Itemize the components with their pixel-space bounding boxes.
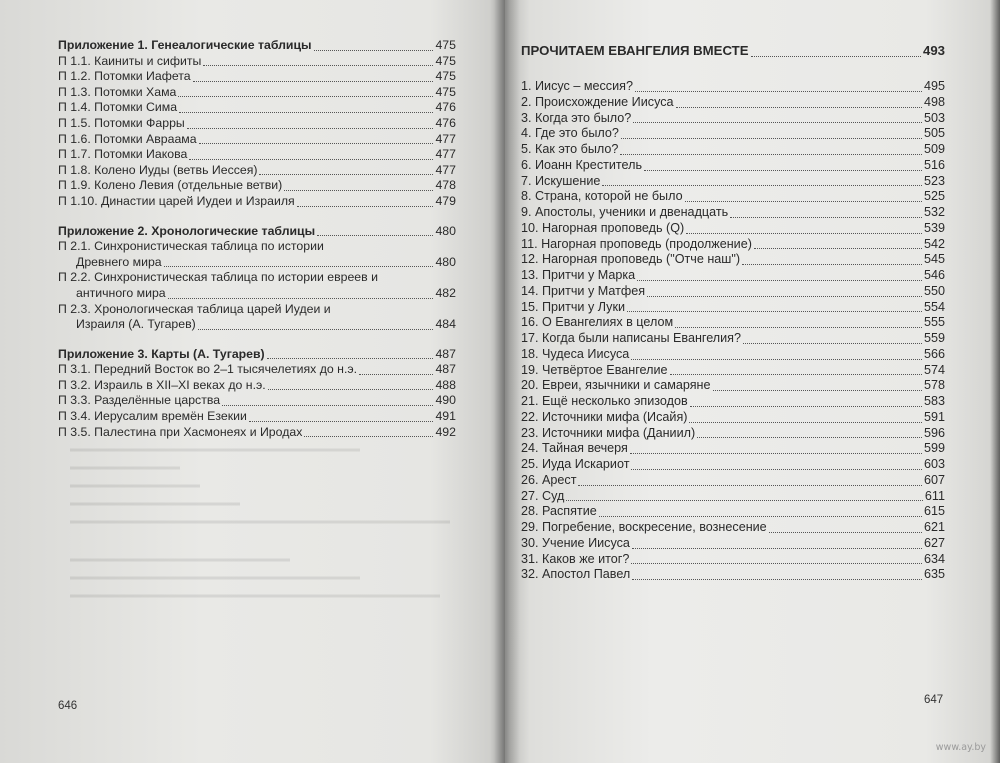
toc-entry: 12. Нагорная проповедь ("Отче наш") 545 — [521, 252, 945, 267]
toc-entry: П 2.3. Хронологическая таблица царей Иудеи и Израиля (А. Тугарев) 484 — [58, 301, 456, 332]
toc-entry: П 1.5. Потомки Фарры 476 — [58, 115, 456, 130]
page-number-right: 647 — [924, 694, 944, 706]
toc-entry: 5. Как это было? 509 — [521, 142, 945, 156]
toc-entry: 20. Евреи, язычники и самаряне 578 — [521, 378, 945, 393]
book-gutter — [494, 0, 520, 763]
toc-entry: 31. Каков же итог? 634 — [521, 551, 945, 566]
show-through-text — [60, 440, 460, 640]
right-toc — [521, 79, 945, 583]
toc-entry: 16. О Евангелиях в целом 555 — [521, 315, 945, 330]
toc-entry: 14. Притчи у Матфея 550 — [521, 283, 945, 298]
toc-entry: П 1.8. Колено Иуды (ветвь Иессея) 477 — [58, 162, 456, 177]
toc-entry: 27. Суд 611 — [521, 488, 945, 503]
toc-entry: П 1.9. Колено Левия (отдельные ветви) 478 — [58, 178, 456, 193]
toc-entry: 18. Чудеса Иисуса 566 — [521, 346, 945, 361]
toc-entry: П 3.5. Палестина при Хасмонеях и Иродах 492 — [58, 424, 456, 439]
toc-entry: 25. Иуда Искариот 603 — [521, 457, 945, 471]
toc-entry: 7. Искушение 523 — [521, 173, 945, 188]
toc-entry: П 1.2. Потомки Иафета 475 — [58, 69, 456, 84]
toc-entry: П 1.10. Династии царей Иудеи и Израиля 479 — [58, 193, 456, 208]
toc-entry: П 1.4. Потомки Сима 476 — [58, 100, 456, 115]
toc-entry: 26. Арест 607 — [521, 472, 945, 487]
toc-entry: 24. Тайная вечеря 599 — [521, 441, 945, 456]
toc-section-heading: Приложение 2. Хронологические таблицы 480 — [58, 223, 456, 238]
toc-entry: П 1.3. Потомки Хама 475 — [58, 84, 456, 99]
toc-entry: 13. Притчи у Марка 546 — [521, 268, 945, 282]
toc-entry: П 1.7. Потомки Иакова 477 — [58, 147, 456, 162]
toc-entry: 30. Учение Иисуса 627 — [521, 535, 945, 550]
toc-entry: 23. Источники мифа (Даниил) 596 — [521, 425, 945, 440]
toc-entry: 9. Апостолы, ученики и двенадцать 532 — [521, 205, 945, 219]
toc-entry: 28. Распятие 615 — [521, 504, 945, 519]
toc-entry: 19. Четвёртое Евангелие 574 — [521, 362, 945, 377]
toc-entry: 21. Ещё несколько эпизодов 583 — [521, 394, 945, 408]
toc-entry: П 3.2. Израиль в XII–XI веках до н.э. 488 — [58, 377, 456, 392]
page-edge-shadow — [990, 0, 1000, 763]
watermark: www.ay.by — [935, 742, 986, 753]
toc-entry: П 3.4. Иерусалим времён Езекии 491 — [58, 409, 456, 424]
page-number-left: 646 — [58, 700, 78, 712]
toc-entry: 22. Источники мифа (Исайя) 591 — [521, 409, 945, 424]
toc-entry: 8. Страна, которой не было 525 — [521, 189, 945, 204]
part-heading: ПРОЧИТАЕМ ЕВАНГЕЛИЯ ВМЕСТЕ 493 — [521, 43, 945, 58]
toc-entry: 15. Притчи у Луки 554 — [521, 299, 945, 314]
toc-entry: 10. Нагорная проповедь (Q) 539 — [521, 220, 945, 235]
toc-entry: 29. Погребение, воскресение, вознесение 621 — [521, 520, 945, 534]
toc-entry: 32. Апостол Павел 635 — [521, 567, 945, 582]
left-toc — [58, 38, 456, 440]
toc-section-heading: Приложение 1. Генеалогические таблицы 475 — [58, 38, 456, 52]
toc-entry: 1. Иисус – мессия? 495 — [521, 79, 945, 93]
toc-entry: 17. Когда были написаны Евангелия? 559 — [521, 331, 945, 345]
toc-entry: П 1.6. Потомки Авраама 477 — [58, 131, 456, 146]
toc-section-heading: Приложение 3. Карты (А. Тугарев) 487 — [58, 346, 456, 361]
toc-entry: 2. Происхождение Иисуса 498 — [521, 94, 945, 109]
toc-entry: П 3.3. Разделённые царства 490 — [58, 393, 456, 408]
toc-entry: П 2.1. Синхронистическая таблица по истории Древнего мира 480 — [58, 239, 456, 269]
toc-entry: 11. Нагорная проповедь (продолжение) 542 — [521, 236, 945, 251]
toc-entry: 3. Когда это было? 503 — [521, 110, 945, 125]
toc-entry: П 2.2. Синхронистическая таблица по истории евреев и античного мира 482 — [58, 270, 456, 300]
toc-entry: П 1.1. Каиниты и сифиты 475 — [58, 53, 456, 68]
toc-entry: 4. Где это было? 505 — [521, 126, 945, 141]
toc-entry: 6. Иоанн Креститель 516 — [521, 157, 945, 172]
toc-entry: П 3.1. Передний Восток во 2–1 тысячелетиях до н.э. 487 — [58, 362, 456, 377]
